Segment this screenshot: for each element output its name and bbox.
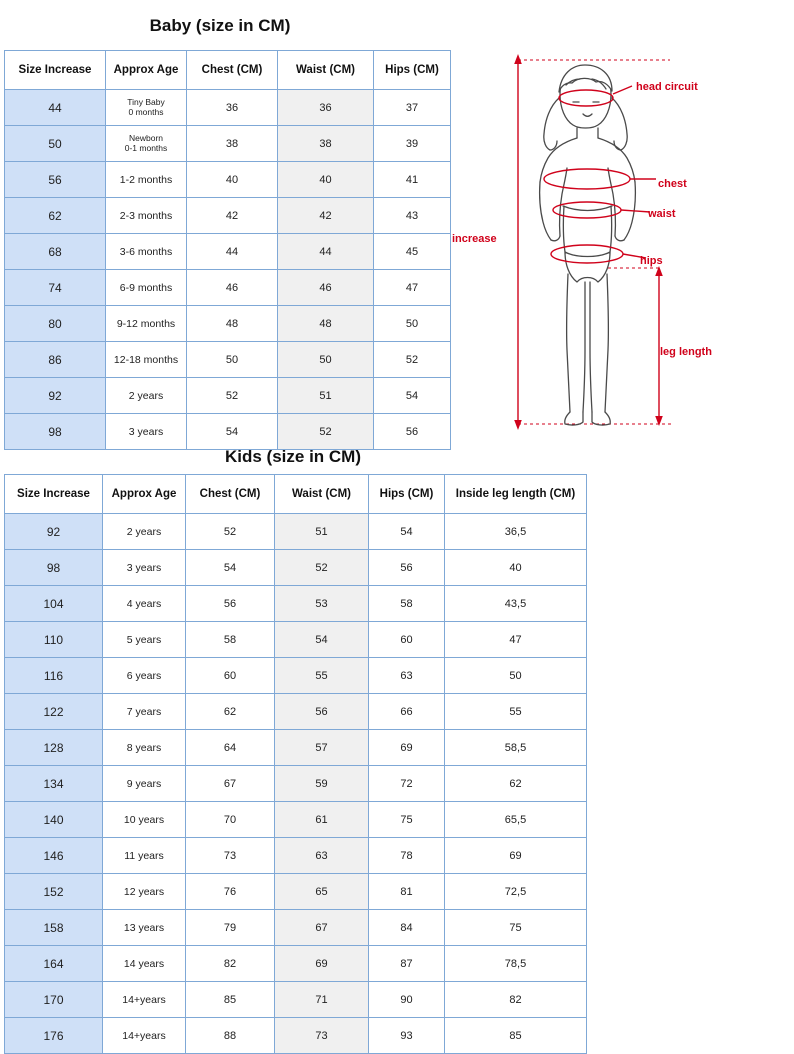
baby-section-title: Baby (size in CM) <box>149 16 291 35</box>
table-row <box>5 306 451 342</box>
cell-hips: 63 <box>369 658 445 694</box>
table-row <box>5 982 587 1018</box>
cell-waist: 61 <box>275 802 369 838</box>
cell-chest: 82 <box>186 946 275 982</box>
column-header-approx-age: Approx Age <box>103 475 186 514</box>
cell-inside-leg-length: 40 <box>445 550 587 586</box>
cell-hips: 60 <box>369 622 445 658</box>
label-head-circuit: head circuit <box>636 81 698 93</box>
cell-waist: 40 <box>278 162 374 198</box>
cell-chest: 46 <box>187 270 278 306</box>
table-row <box>5 234 451 270</box>
table-row <box>5 766 587 802</box>
cell-approx-age: 14 years <box>103 946 186 982</box>
cell-approx-age: 2 years <box>103 514 186 550</box>
cell-size-increase: 104 <box>5 586 103 622</box>
cell-hips: 39 <box>374 126 451 162</box>
cell-hips: 56 <box>374 414 451 450</box>
column-header-waist: Waist (CM) <box>275 475 369 514</box>
cell-approx-age: 9 years <box>103 766 186 802</box>
cell-waist: 50 <box>278 342 374 378</box>
cell-hips: 87 <box>369 946 445 982</box>
cell-size-increase: 110 <box>5 622 103 658</box>
cell-waist: 42 <box>278 198 374 234</box>
cell-hips: 43 <box>374 198 451 234</box>
hips-line <box>551 245 623 263</box>
column-header-size-increase: Size Increase <box>5 475 103 514</box>
cell-chest: 56 <box>186 586 275 622</box>
table-row <box>5 378 451 414</box>
cell-inside-leg-length: 43,5 <box>445 586 587 622</box>
table-row <box>5 90 451 126</box>
cell-waist: 65 <box>275 874 369 910</box>
cell-hips: 45 <box>374 234 451 270</box>
cell-chest: 64 <box>186 730 275 766</box>
cell-size-increase: 92 <box>5 514 103 550</box>
cell-size-increase: 62 <box>5 198 106 234</box>
label-increase: increase <box>452 233 497 245</box>
table-row <box>5 198 451 234</box>
table-row <box>5 874 587 910</box>
cell-approx-age: 13 years <box>103 910 186 946</box>
approx-age-line: Tiny Baby <box>127 96 165 107</box>
cell-chest: 52 <box>186 514 275 550</box>
cell-waist: 52 <box>278 414 374 450</box>
cell-hips: 93 <box>369 1018 445 1054</box>
table-row <box>5 514 587 550</box>
cell-approx-age <box>106 90 187 126</box>
cell-hips: 75 <box>369 802 445 838</box>
cell-waist: 67 <box>275 910 369 946</box>
table-row <box>5 838 587 874</box>
table-row <box>5 910 587 946</box>
cell-size-increase: 98 <box>5 414 106 450</box>
cell-size-increase: 86 <box>5 342 106 378</box>
approx-age-line: 0 months <box>128 106 164 117</box>
table-row <box>5 550 587 586</box>
cell-waist: 57 <box>275 730 369 766</box>
cell-waist: 51 <box>275 514 369 550</box>
cell-chest: 76 <box>186 874 275 910</box>
table-row <box>5 946 587 982</box>
cell-chest: 52 <box>187 378 278 414</box>
cell-waist: 53 <box>275 586 369 622</box>
cell-approx-age: 2-3 months <box>106 198 187 234</box>
cell-size-increase: 68 <box>5 234 106 270</box>
cell-waist: 69 <box>275 946 369 982</box>
cell-waist: 63 <box>275 838 369 874</box>
cell-inside-leg-length: 36,5 <box>445 514 587 550</box>
cell-hips: 81 <box>369 874 445 910</box>
table-row <box>5 414 451 450</box>
cell-inside-leg-length: 47 <box>445 622 587 658</box>
cell-inside-leg-length: 58,5 <box>445 730 587 766</box>
cell-hips: 56 <box>369 550 445 586</box>
cell-chest: 48 <box>187 306 278 342</box>
cell-size-increase: 140 <box>5 802 103 838</box>
cell-chest: 54 <box>186 550 275 586</box>
cell-waist: 59 <box>275 766 369 802</box>
cell-approx-age: 10 years <box>103 802 186 838</box>
table-row <box>5 126 451 162</box>
cell-hips: 84 <box>369 910 445 946</box>
cell-approx-age: 14+years <box>103 1018 186 1054</box>
table-header-row <box>5 51 451 90</box>
cell-size-increase: 50 <box>5 126 106 162</box>
table-row <box>5 694 587 730</box>
cell-size-increase: 56 <box>5 162 106 198</box>
cell-hips: 78 <box>369 838 445 874</box>
cell-waist: 38 <box>278 126 374 162</box>
cell-waist: 48 <box>278 306 374 342</box>
cell-size-increase: 176 <box>5 1018 103 1054</box>
cell-waist: 46 <box>278 270 374 306</box>
table-row <box>5 622 587 658</box>
cell-size-increase: 92 <box>5 378 106 414</box>
body-measurement-figure <box>452 46 790 446</box>
cell-waist: 56 <box>275 694 369 730</box>
cell-chest: 79 <box>186 910 275 946</box>
cell-chest: 58 <box>186 622 275 658</box>
cell-waist: 51 <box>278 378 374 414</box>
cell-hips: 66 <box>369 694 445 730</box>
cell-waist: 73 <box>275 1018 369 1054</box>
cell-size-increase: 128 <box>5 730 103 766</box>
cell-chest: 85 <box>186 982 275 1018</box>
cell-waist: 36 <box>278 90 374 126</box>
cell-inside-leg-length: 75 <box>445 910 587 946</box>
cell-inside-leg-length: 78,5 <box>445 946 587 982</box>
chest-line <box>544 169 630 189</box>
cell-approx-age: 12 years <box>103 874 186 910</box>
cell-size-increase: 134 <box>5 766 103 802</box>
cell-hips: 90 <box>369 982 445 1018</box>
measure-lines <box>544 86 656 263</box>
cell-approx-age: 7 years <box>103 694 186 730</box>
increase-arrow <box>514 54 522 430</box>
approx-age-multiline <box>106 134 186 154</box>
cell-size-increase: 164 <box>5 946 103 982</box>
column-header-inside-leg-length: Inside leg length (CM) <box>445 475 587 514</box>
cell-hips: 37 <box>374 90 451 126</box>
cell-chest: 40 <box>187 162 278 198</box>
cell-chest: 38 <box>187 126 278 162</box>
cell-chest: 62 <box>186 694 275 730</box>
cell-hips: 47 <box>374 270 451 306</box>
cell-approx-age: 3-6 months <box>106 234 187 270</box>
cell-approx-age: 8 years <box>103 730 186 766</box>
cell-hips: 69 <box>369 730 445 766</box>
table-row <box>5 1018 587 1054</box>
cell-inside-leg-length: 85 <box>445 1018 587 1054</box>
cell-hips: 54 <box>374 378 451 414</box>
table-row <box>5 270 451 306</box>
column-header-size-increase: Size Increase <box>5 51 106 90</box>
cell-approx-age: 14+years <box>103 982 186 1018</box>
cell-chest: 44 <box>187 234 278 270</box>
cell-waist: 55 <box>275 658 369 694</box>
label-waist: waist <box>648 208 676 220</box>
cell-hips: 50 <box>374 306 451 342</box>
cell-inside-leg-length: 69 <box>445 838 587 874</box>
label-hips: hips <box>640 255 663 267</box>
cell-size-increase: 122 <box>5 694 103 730</box>
head-circuit-line <box>559 90 613 106</box>
cell-size-increase: 170 <box>5 982 103 1018</box>
cell-chest: 67 <box>186 766 275 802</box>
label-leg-length: leg length <box>660 346 712 358</box>
cell-hips: 52 <box>374 342 451 378</box>
cell-inside-leg-length: 72,5 <box>445 874 587 910</box>
cell-chest: 88 <box>186 1018 275 1054</box>
cell-inside-leg-length: 50 <box>445 658 587 694</box>
cell-approx-age: 9-12 months <box>106 306 187 342</box>
table-row <box>5 802 587 838</box>
cell-waist: 52 <box>275 550 369 586</box>
cell-inside-leg-length: 65,5 <box>445 802 587 838</box>
cell-approx-age: 12-18 months <box>106 342 187 378</box>
cell-waist: 71 <box>275 982 369 1018</box>
table-row <box>5 162 451 198</box>
cell-approx-age: 3 years <box>103 550 186 586</box>
cell-approx-age <box>106 126 187 162</box>
cell-approx-age: 1-2 months <box>106 162 187 198</box>
table-header-row <box>5 475 587 514</box>
cell-inside-leg-length: 62 <box>445 766 587 802</box>
column-header-hips: Hips (CM) <box>369 475 445 514</box>
cell-chest: 50 <box>187 342 278 378</box>
cell-approx-age: 2 years <box>106 378 187 414</box>
cell-size-increase: 146 <box>5 838 103 874</box>
table-row <box>5 658 587 694</box>
cell-waist: 54 <box>275 622 369 658</box>
cell-inside-leg-length: 82 <box>445 982 587 1018</box>
cell-hips: 72 <box>369 766 445 802</box>
cell-hips: 58 <box>369 586 445 622</box>
table-row <box>5 730 587 766</box>
kids-section-title: Kids (size in CM) <box>224 447 361 466</box>
cell-size-increase: 74 <box>5 270 106 306</box>
approx-age-multiline <box>106 98 186 118</box>
cell-approx-age: 4 years <box>103 586 186 622</box>
cell-approx-age: 6-9 months <box>106 270 187 306</box>
cell-inside-leg-length: 55 <box>445 694 587 730</box>
cell-approx-age: 5 years <box>103 622 186 658</box>
cell-chest: 73 <box>186 838 275 874</box>
cell-hips: 41 <box>374 162 451 198</box>
cell-chest: 36 <box>187 90 278 126</box>
baby-size-table <box>4 50 451 450</box>
cell-approx-age: 11 years <box>103 838 186 874</box>
cell-hips: 54 <box>369 514 445 550</box>
cell-size-increase: 80 <box>5 306 106 342</box>
kids-size-table <box>4 474 587 1054</box>
cell-size-increase: 98 <box>5 550 103 586</box>
column-header-approx-age: Approx Age <box>106 51 187 90</box>
cell-size-increase: 152 <box>5 874 103 910</box>
cell-approx-age: 6 years <box>103 658 186 694</box>
column-header-hips: Hips (CM) <box>374 51 451 90</box>
cell-size-increase: 158 <box>5 910 103 946</box>
cell-chest: 70 <box>186 802 275 838</box>
cell-waist: 44 <box>278 234 374 270</box>
cell-chest: 60 <box>186 658 275 694</box>
cell-approx-age: 3 years <box>106 414 187 450</box>
cell-chest: 42 <box>187 198 278 234</box>
column-header-chest: Chest (CM) <box>186 475 275 514</box>
approx-age-line: 0-1 months <box>124 142 168 153</box>
table-row <box>5 586 587 622</box>
table-row <box>5 342 451 378</box>
cell-size-increase: 116 <box>5 658 103 694</box>
column-header-waist: Waist (CM) <box>278 51 374 90</box>
approx-age-line: Newborn <box>128 132 164 143</box>
column-header-chest: Chest (CM) <box>187 51 278 90</box>
cell-chest: 54 <box>187 414 278 450</box>
figure-svg <box>460 46 790 446</box>
figure-guides <box>518 60 672 424</box>
cell-size-increase: 44 <box>5 90 106 126</box>
label-chest: chest <box>658 178 687 190</box>
